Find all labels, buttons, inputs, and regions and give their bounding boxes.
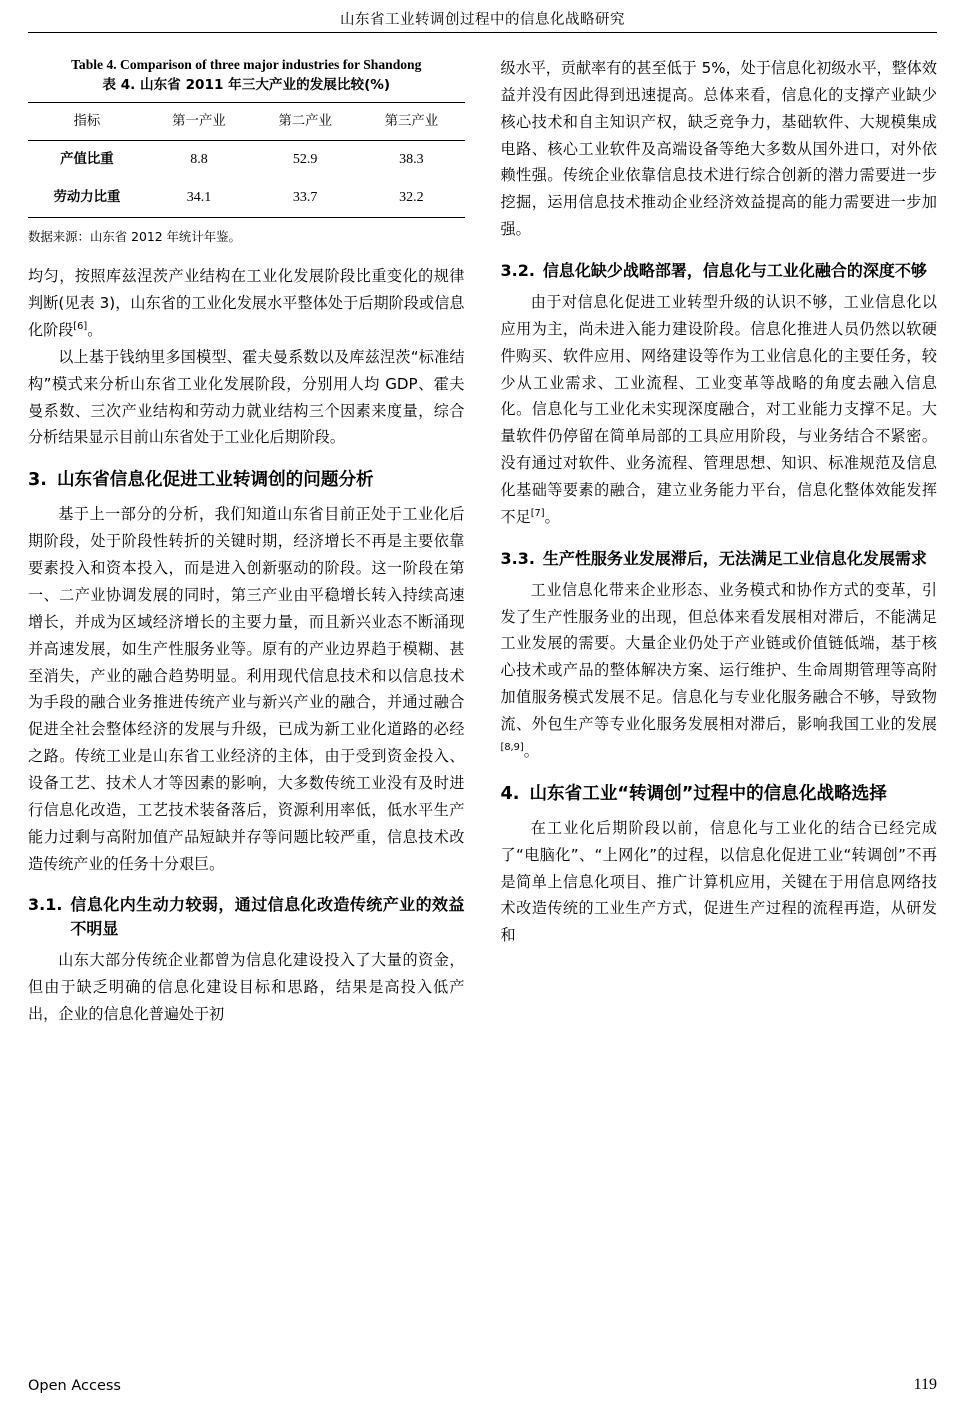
table-caption [28, 55, 465, 96]
open-access-label: Open Access [28, 1378, 121, 1394]
table-header-cell-0: 指标 [28, 102, 146, 140]
subsection-number: 3.3. [500, 548, 535, 568]
paragraph: 以上基于钱纳里多国模型、霍夫曼系数以及库兹涅茨“标准结构”模式来分析山东省工业化发展阶段，分别用人均 GDP、霍夫曼系数、三次产业结构和劳动力就业结构三个因素来度量，综合分析结果显示目前山东省处于工业化后期阶段。 [28, 347, 465, 447]
table-row-1-value-1: 33.7 [252, 179, 358, 218]
table-row-0-value-2: 38.3 [358, 140, 464, 179]
subsection-number: 3.2. [500, 261, 535, 281]
page-number: 119 [913, 1376, 937, 1393]
table-row-0-value-1: 52.9 [252, 140, 358, 179]
two-column-layout [28, 55, 937, 1325]
paragraph: 工业信息化带来企业形态、业务模式和协作方式的变革，引发了生产性服务业的出现，但总体来看发展相对滞后，不能满足工业发展的需要。大量企业仍处于产业链或价值链低端，基于核心技术或产品的整体解决方案、运行维护、生命周期管理等高附加值服务模式发展不足。信息化与专业化服务融合不够，导致物流、外包生产等专业化服务发展相对滞后，影响我国工业的发展[8,9]。 [500, 580, 937, 760]
left-column [28, 55, 465, 1325]
paragraph: 由于对信息化促进工业转型升级的认识不够，工业信息化以应用为主，尚未进入能力建设阶段。信息化推进人员仍然以软硬件购买、软件应用、网络建设等作为工业信息化的主要任务，较少从工业需求、工业流程、工业变革等战略的角度去融入信息化。信息化与工业化未实现深度融合，对工业能力支撑不足。大量软件仍停留在简单局部的工具应用阶段，与业务结合不紧密。没有通过对软件、业务流程、管理思想、知识、标准规范及信息化基础等要素的融合，建立业务能力平台，信息化整体效能发挥不足[7]。 [500, 293, 937, 526]
section-heading-3-3 [501, 547, 938, 571]
table-row [28, 140, 465, 179]
subsection-title: 生产性服务业发展滞后，无法满足工业信息化发展需求 [542, 548, 927, 568]
table-source-note: 数据来源：山东省 2012 年统计年鉴。 [28, 228, 241, 244]
header-divider [28, 32, 937, 33]
paragraph: 均匀，按照库兹涅茨产业结构在工业化发展阶段比重变化的规律判断(见表 3)，山东省的工业化发展水平整体处于后期阶段或信息化阶段[6]。 [28, 267, 465, 340]
subsection-title: 信息化缺少战略部署，信息化与工业化融合的深度不够 [542, 261, 927, 281]
table-caption-en: Table 4. Comparison of three major industries for Shandong [71, 57, 422, 72]
table-row-1-value-2: 32.2 [358, 179, 464, 218]
table-row-1-label: 劳动力比重 [28, 179, 146, 218]
paragraph: 级水平，贡献率有的甚至低于 5%，处于信息化初级水平，整体效益并没有因此得到迅速提高。总体来看，信息化的支撑产业缺少核心技术和自主知识产权，缺乏竞争力，基础软件、大规模集成电路、核心工业软件及高端设备等绝大多数从国外进口，对外依赖性强。传统企业依靠信息技术进行综合创新的潜力需要进一步挖掘，运用信息技术推动企业经济效益提高的能力需要进一步加强。 [500, 59, 937, 239]
section-heading-4 [501, 781, 938, 807]
section-title: 山东省信息化促进工业转调创的问题分析 [56, 470, 374, 491]
paragraph: 基于上一部分的分析，我们知道山东省目前正处于工业化后期阶段，处于阶段性转折的关键时期，经济增长不再是主要依靠要素投入和资本投入，而是进入创新驱动的阶段。这一阶段在第一、二产业协调发展的同时，第三产业由平稳增长转入持续高速增长，并成为区域经济增长的主要力量，而且新兴业态不断涌现并高速发展，如生产性服务业等。原有的产业边界趋于模糊、甚至消失，产业的融合趋势明显。利用现代信息技术和以信息技术为手段的融合业务推进传统产业与新兴产业的融合，并通过融合促进全社会整体经济的发展与升级，已成为新工业化道路的必经之路。传统工业是山东省工业经济的主体，由于受到资金投入、设备工艺、技术人才等因素的影响，大多数传统工业没有及时进行信息化改造，工艺技术装备落后，资源利用率低，低水平生产能力过剩与高附加值产品短缺并存等问题比较严重，信息技术改造传统产业的任务十分艰巨。 [28, 505, 465, 873]
table-row-0-label: 产值比重 [28, 140, 146, 179]
section-title: 山东省工业“转调创”过程中的信息化战略选择 [529, 783, 887, 804]
running-head: 山东省工业转调创过程中的信息化战略研究 [340, 12, 625, 28]
paragraph: 在工业化后期阶段以前，信息化与工业化的结合已经完成了“电脑化”、“上网化”的过程，以信息化促进工业“转调创”不再是简单上信息化项目、推广计算机应用，关键在于用信息网络技术改造传统的工业生产方式，促进生产过程的流程再造，从研发和 [500, 818, 937, 945]
section-heading-3-1 [28, 893, 465, 941]
table-row-1-value-0: 34.1 [146, 179, 252, 218]
table-row-0-value-0: 8.8 [146, 140, 252, 179]
subsection-number: 3.1. [28, 895, 63, 915]
paragraph: 山东大部分传统企业都曾为信息化建设投入了大量的资金，但由于缺乏明确的信息化建设目标和思路，结果是高投入低产出，企业的信息化普遍处于初 [28, 951, 465, 1024]
subsection-title: 信息化内生动力较弱，通过信息化改造传统产业的效益不明显 [70, 895, 465, 939]
table-header-row [28, 102, 465, 140]
page-footer [28, 1376, 937, 1394]
industry-comparison-table [28, 102, 465, 218]
section-number: 3. [28, 470, 47, 491]
section-heading-3 [28, 467, 465, 493]
table-header-cell-3: 第三产业 [358, 102, 464, 140]
table-row [28, 179, 465, 218]
table-caption-cn: 表 4. 山东省 2011 年三大产业的发展比较(%) [102, 77, 391, 94]
table-header-cell-2: 第二产业 [252, 102, 358, 140]
section-heading-3-2 [501, 259, 938, 283]
section-number: 4. [500, 783, 520, 804]
right-column [501, 55, 938, 1325]
table-header-cell-1: 第一产业 [146, 102, 252, 140]
